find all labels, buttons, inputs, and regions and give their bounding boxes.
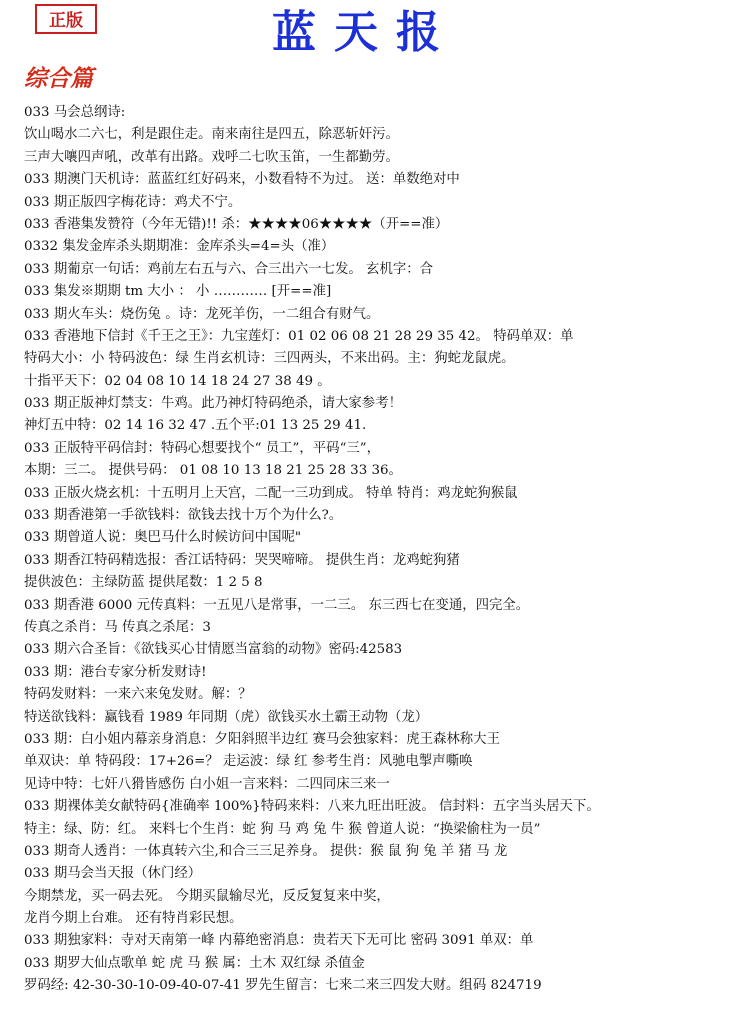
content-line: 033 期：港台专家分析发财诗!	[24, 664, 207, 680]
section-title: 综合篇	[24, 66, 93, 92]
content-line: 033 正版火烧玄机：十五明月上天宫，二配一三功到成。 特单 特肖：鸡龙蛇狗猴鼠	[24, 485, 518, 501]
content-line: 033 正版特平码信封：特码心想要找个“ 员工”，平码“三”，	[24, 440, 381, 456]
content-line: 单双诀：单 特码段：17+26=？ 走运波：绿 红 参考生肖：风驰电掣声嘶唤	[24, 754, 473, 770]
content-line: 今期禁龙，买一码去死。 今期买鼠输尽光，反反复复来中奖，	[24, 888, 390, 904]
content-line: 十指平天下：02 04 08 10 14 18 24 27 38 49 。	[24, 373, 331, 389]
content-line: 033 期裸体美女献特码{准确率 100%}特码来料：八来九旺出旺波。 信封料：五字当头居天下。	[24, 799, 600, 815]
content-line: 033 期罗大仙点歌单 蛇 虎 马 猴 属：土木 双红绿 杀值金	[24, 955, 365, 971]
content-line: 特码发财料：一来六来兔发财。解：？	[24, 687, 252, 703]
content-line: 特主：绿、防：红。 来料七个生肖：蛇 狗 马 鸡 兔 牛 猴 曾道人说：“换梁偷柱为一员”	[24, 821, 541, 837]
newspaper-masthead: 蓝天报	[272, 7, 458, 58]
content-line: 饮山喝水二六七，利是跟住走。南来南往是四五，除恶斩奸污。	[24, 127, 399, 143]
content-line: 033 期六合圣旨：《欲钱买心甘情愿当富翁的动物》密码:42583	[24, 642, 403, 658]
content-line: 神灯五中特：02 14 16 32 47 .五个平:01 13 25 29 41.	[24, 418, 367, 434]
content-line: 见诗中特：七奸八猾皆感伤 白小姐一言来料：二四同床三来一	[24, 776, 390, 792]
content-line: 033 香港集发赞符（今年无错)!! 杀：★★★★06★★★★（开==准）	[24, 216, 449, 232]
content-lines	[24, 102, 724, 998]
authentic-stamp: 正版	[35, 4, 97, 34]
content-line: 三声大嚷四声吼，改革有出路。戏呼二七吹玉笛，一生都勤劳。	[24, 149, 399, 165]
content-line: 龙肖今期上台难。 还有特肖彩民想。	[24, 911, 243, 927]
content-line: 033 集发※期期 tm 大小 ： 小 ………… [开==准]	[24, 284, 332, 300]
content-line: 033 期马会当天报（休门经）	[24, 866, 202, 882]
content-line: 033 期火车头：烧伤兔 。诗：龙死羊伤，一二组合有财气。	[24, 306, 380, 322]
content-line: 0332 集发金库杀头期期准：金库杀头=4=头（准）	[24, 239, 335, 255]
content-line: 033 期独家料：寺对天南第一峰 内幕绝密消息：贵若天下无可比 密码 3091 单双：单	[24, 933, 534, 949]
content-line: 033 马会总纲诗:	[24, 105, 126, 120]
content-line: 033 期香港 6000 元传真料：一五见八是常事，一二三。 东三西七在变通，四完全。	[24, 597, 530, 613]
content-line: 033 香港地下信封《千王之王》：九宝莲灯：01 02 06 08 21 28 29 35 42。 特码单双：单	[24, 328, 574, 344]
content-line: 传真之杀肖：马 传真之杀尾：3	[24, 619, 211, 635]
content-line: 033 期香港第一手欲钱料：欲钱去找十万个为什么?。	[24, 508, 343, 524]
content-line: 033 期正版四字梅花诗：鸡犬不宁。	[24, 194, 242, 210]
content-line: 特码大小：小 特码波色：绿 生肖玄机诗：三四两头，不来出码。主：狗蛇龙鼠虎。	[24, 351, 515, 367]
content-line: 033 期曾道人说：奥巴马什么时候访问中国呢"	[24, 530, 302, 546]
content-line: 033 期香江特码精选报：香江话特码：哭哭啼啼。 提供生肖：龙鸡蛇狗猪	[24, 552, 460, 568]
content-line: 本期：三二。 提供号码： 01 08 10 13 18 21 25 28 33 36。	[24, 463, 402, 479]
content-line: 033 期正版神灯禁支：牛鸡。此乃神灯特码绝杀，请大家参考！	[24, 396, 402, 412]
content-line: 033 期葡京一句话：鸡前左右五与六、合三出六一七发。 玄机字：合	[24, 261, 434, 277]
content-line: 提供波色：主绿防蓝 提供尾数：1 2 5 8	[24, 575, 263, 591]
content-line: 罗码经: 42-30-30-10-09-40-07-41 罗先生留言：七来二来三四发大财。组码 824719	[24, 978, 542, 994]
content-line: 033 期：白小姐内幕亲身消息：夕阳斜照半边红 赛马会独家料：虎王森林称大王	[24, 731, 500, 747]
content-line: 033 期澳门天机诗：蓝蓝红红好码来，小数看特不为过。 送：单数绝对中	[24, 172, 460, 188]
content-line: 特送欲钱料：赢钱看 1989 年同期（虎）欲钱买水土霸王动物（龙）	[24, 709, 429, 725]
content-line: 033 期奇人透肖：一体真转六尘,和合三三足养身。 提供：猴 鼠 狗 兔 羊 猪 马 龙	[24, 843, 508, 859]
